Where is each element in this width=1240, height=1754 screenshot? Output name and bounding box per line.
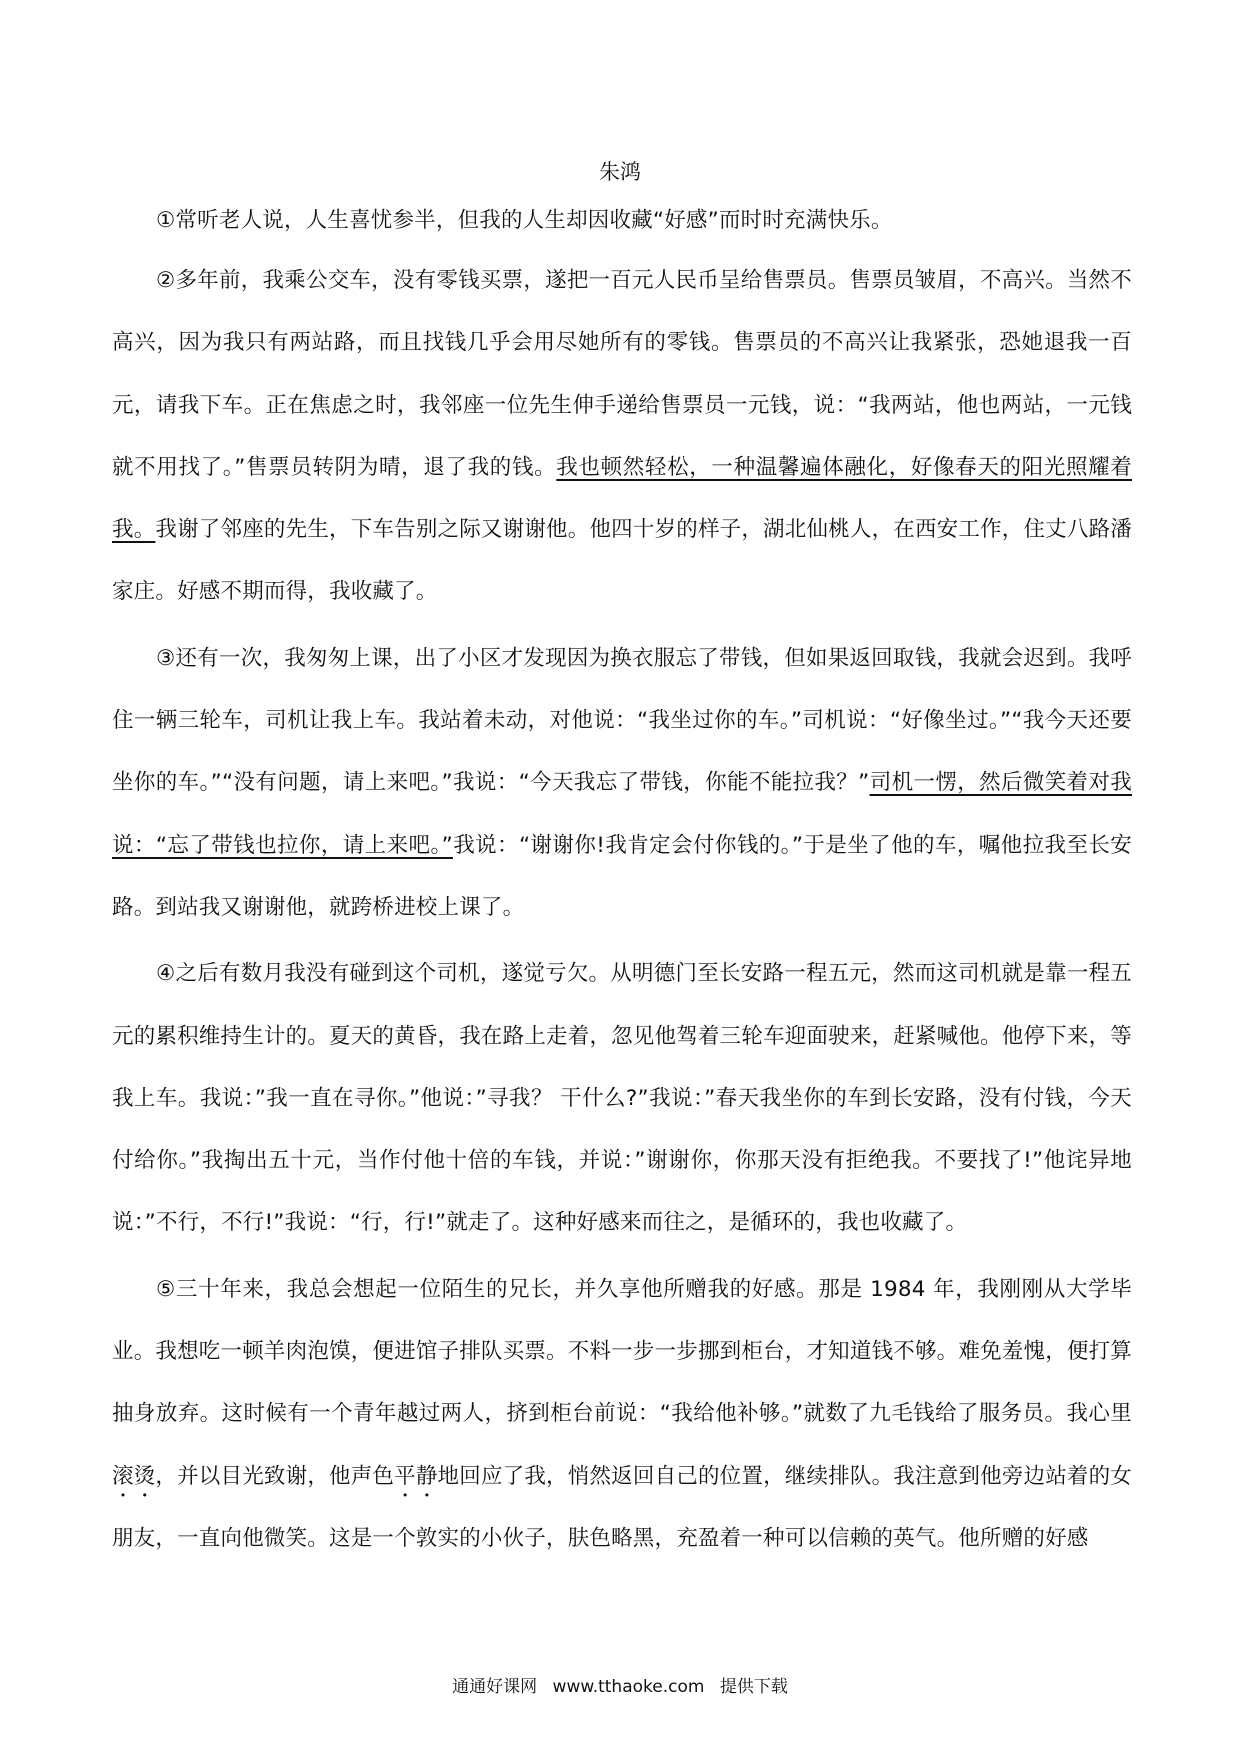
footer-url: www.tthaoke.com — [552, 1677, 705, 1697]
paragraph-3 — [112, 628, 1132, 939]
paragraph-5 — [112, 1259, 1132, 1570]
footer-site-name: 通通好课网 — [452, 1677, 538, 1697]
paragraph-3-underlined-sentence: 司机一愣，然后微笑着对我说：“忘了带钱也拉你，请上来吧。” — [112, 770, 1133, 858]
paragraph-3-text-a: ③还有一次，我匆匆上课，出了小区才发现因为换衣服忘了带钱，但如果返回取钱，我就会迟到。我呼住一辆三轮车，司机让我上车。我站着未动，对他说：“我坐过你的车。”司机说：“好像坐过。”“我今天还要坐你的车。”“没有问题，请上来吧。”我说：“今天我忘了带钱，你能不能拉我？” — [112, 645, 1132, 796]
paragraph-5-emphasis-word-1: 滚烫 — [112, 1463, 156, 1489]
author-name: 朱鸿 — [599, 160, 641, 184]
paragraph-2-underlined-sentence: 我也顿然轻松，一种温馨遍体融化，好像春天的阳光照耀着我。 — [112, 454, 1133, 543]
article-body — [112, 200, 1132, 1574]
paragraph-5-emphasis-word-2: 平静 — [394, 1463, 438, 1489]
paragraph-3-text-b: 我说：“谢谢你!我肯定会付你钱的。”于是坐了他的车，嘱他拉我至长安路。到站我又谢谢他，就跨桥进校上课了。 — [112, 832, 1132, 920]
footer-suffix: 提供下载 — [719, 1677, 788, 1697]
paragraph-1: ①常听老人说，人生喜忧参半，但我的人生却因收藏“好感”而时时充满快乐。 — [156, 208, 893, 233]
page-footer — [0, 1675, 1240, 1699]
paragraph-2 — [112, 250, 1132, 624]
paragraph-5-text-c: 地回应了我，悄然返回自己的位置，继续排队。我注意到他旁边站着的女朋友，一直向他微笑。这是一个敦实的小伙子，肤色略黑，充盈着一种可以信赖的英气。他所赠的好感 — [112, 1463, 1133, 1551]
paragraph-2-text-b: 我谢了邻座的先生，下车告别之际又谢谢他。他四十岁的样子，湖北仙桃人，在西安工作，住丈八路潘家庄。好感不期而得，我收藏了。 — [112, 517, 1132, 605]
paragraph-4: ④之后有数月我没有碰到这个司机，遂觉亏欠。从明德门至长安路一程五元，然而这司机就是靠一程五元的累积维持生计的。夏天的黄昏，我在路上走着，忽见他驾着三轮车迎面驶来，赶紧喊他。他停下来，等我上车。我说：”我一直在寻你。”他说：”寻我？ 干什么?”我说：”春天我坐你的车到长安路，没有付钱，今天付给你。”我掏出五十元，当作付他十倍的车钱，并说：”谢谢你，你那天没有拒绝我。不要找了!”他诧异地说：”不行，不行!”我说：“行，行!”就走了。这种好感来而往之，是循环的，我也收藏了。 — [112, 961, 1132, 1236]
paragraph-2-text-a: ②多年前，我乘公交车，没有零钱买票，遂把一百元人民币呈给售票员。售票员皱眉，不高兴。当然不高兴，因为我只有两站路，而且找钱几乎会用尽她所有的零钱。售票员的不高兴让我紧张，恐她退我一百元，请我下车。正在焦虑之时，我邻座一位先生伸手递给售票员一元钱，说：“我两站，他也两站，一元钱就不用找了。”售票员转阴为晴，退了我的钱。 — [112, 268, 1132, 480]
paragraph-5-text-a: ⑤三十年来，我总会想起一位陌生的兄长，并久享他所赠我的好感。那是 1984 年，我刚刚从大学毕业。我想吃一顿羊肉泡馍，便进馆子排队买票。不料一步一步挪到柜台，才知道钱不够。难免羞愧，便打算抽身放弃。这时候有一个青年越过两人，挤到柜台前说：“我给他补够。”就数了九毛钱给了服务员。我心里 — [112, 1276, 1132, 1427]
paragraph-5-text-b: ，并以目光致谢，他声色 — [155, 1463, 395, 1489]
